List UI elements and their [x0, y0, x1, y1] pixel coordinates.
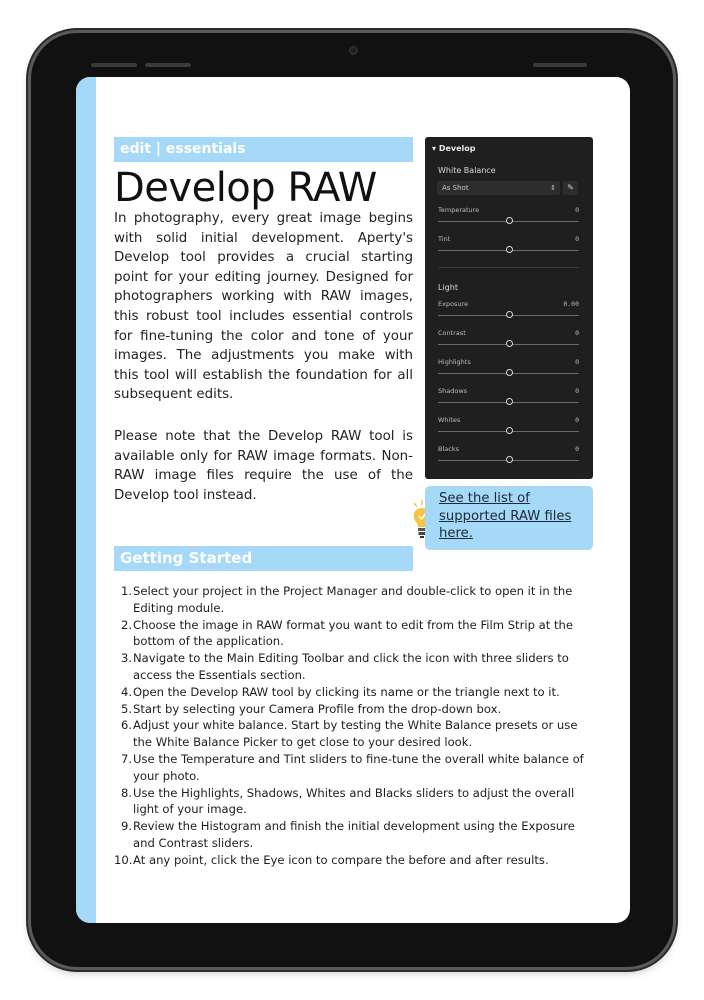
- list-item: [114, 650, 594, 684]
- slider-highlights[interactable]: [438, 358, 579, 380]
- list-text: Start by selecting your Camera Profile from the drop-down box.: [133, 701, 502, 716]
- light-label: Light: [438, 283, 458, 292]
- slider-label: Tint: [438, 235, 451, 243]
- page-title: Develop RAW: [114, 165, 377, 211]
- supported-raw-tip: [425, 486, 593, 550]
- eyedropper-icon[interactable]: ✎: [563, 181, 578, 195]
- slider-value: 0: [575, 387, 579, 395]
- slider-shadows[interactable]: [438, 387, 579, 409]
- list-item: [114, 684, 594, 701]
- slider-value: 0: [575, 329, 579, 337]
- accent-sidebar: [76, 77, 96, 923]
- slider-knob[interactable]: [506, 398, 513, 405]
- slider-label: Whites: [438, 416, 461, 424]
- slider-knob[interactable]: [506, 340, 513, 347]
- list-number: 3.: [120, 651, 132, 666]
- slider-whites[interactable]: [438, 416, 579, 438]
- updown-chevron-icon: ⇕: [550, 184, 556, 192]
- list-text: Choose the image in RAW format you want to edit from the Film Strip at the bottom of the application.: [133, 617, 573, 649]
- front-camera: [349, 46, 358, 55]
- getting-started-label: Getting Started: [114, 546, 413, 571]
- slider-contrast[interactable]: [438, 329, 579, 351]
- list-item: [114, 717, 594, 751]
- slider-knob[interactable]: [506, 246, 513, 253]
- slider-value: 0: [575, 416, 579, 424]
- list-number: 10.: [114, 852, 133, 867]
- power-button: [533, 63, 587, 67]
- list-number: 9.: [120, 819, 132, 834]
- slider-label: Blacks: [438, 445, 459, 453]
- slider-label: Highlights: [438, 358, 471, 366]
- slider-value: 0: [575, 235, 579, 243]
- white-balance-label: White Balance: [438, 166, 496, 175]
- slider-label: Shadows: [438, 387, 468, 395]
- list-number: 2.: [120, 617, 132, 632]
- list-item: [114, 751, 594, 785]
- list-text: Use the Highlights, Shadows, Whites and Blacks sliders to adjust the overall light of your image.: [133, 785, 575, 817]
- list-text: Navigate to the Main Editing Toolbar and click the icon with three sliders to access the Essentials section.: [133, 651, 569, 682]
- list-text: Use the Temperature and Tint sliders to fine-tune the overall white balance of your photo.: [133, 751, 584, 783]
- slider-knob[interactable]: [506, 456, 513, 463]
- list-item: [114, 583, 594, 617]
- triangle-down-icon: ▾: [432, 144, 437, 153]
- slider-knob[interactable]: [506, 217, 513, 224]
- list-item: [114, 818, 594, 852]
- slider-value: 0: [575, 206, 579, 214]
- slider-knob[interactable]: [506, 311, 513, 318]
- supported-raw-files-link[interactable]: See the list of supported RAW files here.: [439, 491, 572, 541]
- section-label: edit | essentials: [114, 137, 413, 162]
- divider: [438, 267, 579, 268]
- list-number: 5.: [120, 701, 132, 716]
- slider-knob[interactable]: [506, 369, 513, 376]
- tablet-screen: [76, 77, 630, 923]
- slider-label: Exposure: [438, 300, 469, 308]
- develop-panel-screenshot: [425, 137, 593, 479]
- volume-button: [145, 63, 191, 67]
- develop-panel-header: ▾ Develop: [432, 144, 476, 153]
- slider-label: Temperature: [438, 206, 480, 214]
- intro-paragraph: In photography, every great image begins with solid initial development. Aperty's Develop tool provides a crucial starting point for your editing journey. Designed for photographers working with RAW images, this robust tool includes essential controls for fine-tuning the color and tone of your images. The adjustments you make with this tool will establish the foundation for all subsequent edits.: [114, 211, 413, 403]
- list-text: Adjust your white balance. Start by testing the White Balance presets or use the White Balance Picker to get close to your desired look.: [133, 718, 578, 750]
- slider-temperature[interactable]: [438, 206, 579, 228]
- list-item: [114, 617, 594, 651]
- slider-exposure[interactable]: [438, 300, 579, 322]
- slider-value: 0: [575, 358, 579, 366]
- list-number: 4.: [120, 684, 132, 699]
- list-item: [114, 852, 594, 869]
- list-number: 1.: [120, 584, 132, 598]
- slider-blacks[interactable]: [438, 445, 579, 467]
- volume-button: [91, 63, 137, 67]
- slider-tint[interactable]: [438, 235, 579, 257]
- slider-label: Contrast: [438, 329, 466, 337]
- list-item: [114, 785, 594, 819]
- list-text: Review the Histogram and finish the initial development using the Exposure and Contrast sliders.: [133, 819, 575, 850]
- list-item: [114, 701, 594, 718]
- slider-knob[interactable]: [506, 427, 513, 434]
- steps-list: [114, 583, 594, 869]
- white-balance-preset-dropdown[interactable]: As Shot ⇕: [437, 181, 560, 195]
- slider-value: 0.00: [563, 300, 579, 308]
- list-number: 6.: [120, 718, 132, 733]
- list-text: At any point, click the Eye icon to compare the before and after results.: [133, 852, 549, 867]
- slider-value: 0: [575, 445, 579, 453]
- list-text: Select your project in the Project Manager and double-click to open it in the Editing module.: [133, 584, 573, 615]
- note-paragraph: Please note that the Develop RAW tool is available only for RAW image formats. Non-RAW image files require the use of the Develop tool instead.: [114, 429, 413, 503]
- list-number: 8.: [120, 785, 132, 800]
- list-number: 7.: [120, 751, 132, 766]
- list-text: Open the Develop RAW tool by clicking its name or the triangle next to it.: [133, 684, 560, 699]
